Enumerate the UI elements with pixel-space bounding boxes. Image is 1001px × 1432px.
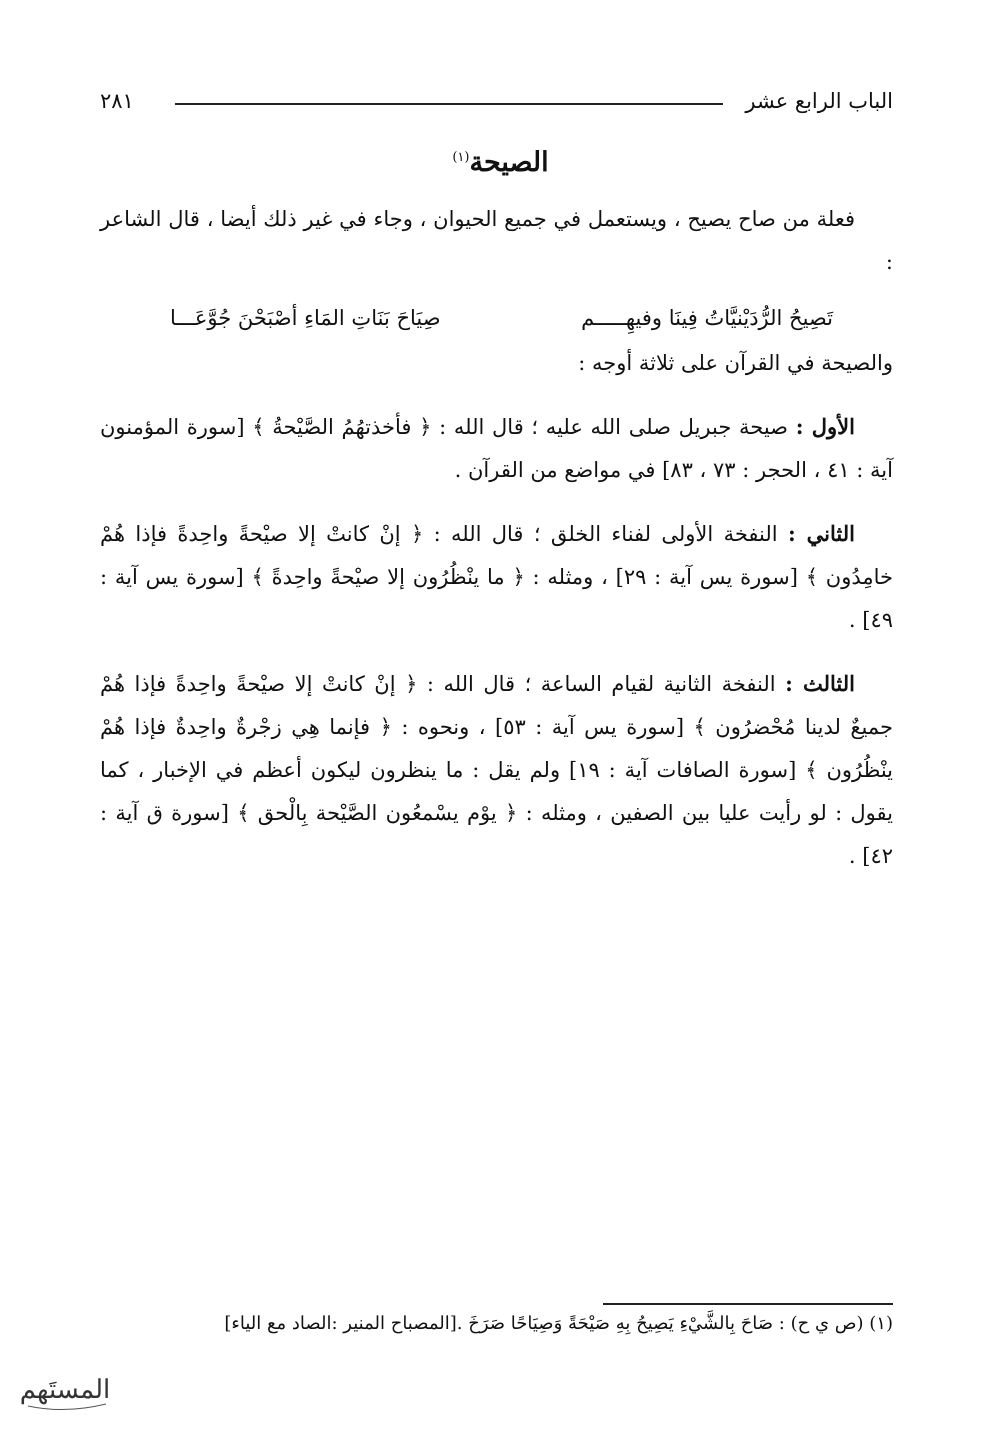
intro-paragraph: فعلة من صاح يصيح ، ويستعمل في جميع الحيوان ، وجاء في غير ذلك أيضا ، قال الشاعر :	[100, 207, 893, 274]
second-aspect-label: الثاني :	[787, 521, 855, 546]
footnote-marker: (١)	[452, 150, 470, 165]
running-header	[100, 86, 893, 116]
first-aspect-label: الأول :	[795, 414, 855, 439]
first-aspect-text: صيحة جبريل صلى الله عليه ؛ قال الله : ﴿ فأخذتهُمُ الصَّيْحةُ ﴾ [سورة المؤمنون آية : ٤١ ، الحجر : ٧٣ ، ٨٣] في مواضع من القرآن .	[100, 415, 893, 482]
aspects-intro: والصيحة في القرآن على ثلاثة أوجه :	[578, 351, 893, 375]
poetry-verse	[100, 298, 893, 338]
verse-second-hemistich: صِيَاحَ بَنَاتِ المَاءِ أصْبَحْنَ جُوَّعَـــا	[170, 306, 441, 330]
first-aspect-paragraph	[100, 405, 893, 492]
header-rule	[175, 103, 723, 105]
footnote: (١) (ص ي ح) : صَاحَ بِالشَّيْءِ يَصِيحُ بِهِ صَيْحَةً وَصِيَاحًا صَرَخَ .[المصباح المنير :الصاد مع الياء]	[224, 1313, 893, 1334]
second-aspect-paragraph	[100, 512, 893, 642]
logo-text: المستَهم	[19, 1375, 111, 1405]
page-number: ٢٨١	[100, 89, 134, 113]
chapter-title: الباب الرابع عشر	[745, 89, 893, 113]
third-aspect-label: الثالث :	[785, 671, 855, 696]
section-title-text: الصيحة	[469, 147, 549, 178]
section-title	[0, 140, 1001, 181]
third-aspect-paragraph	[100, 662, 893, 878]
publisher-logo	[10, 1368, 120, 1418]
footnote-rule	[603, 1303, 893, 1305]
body-text	[100, 198, 893, 878]
verse-first-hemistich: تَصِيحُ الرُّدَيْنيَّاتُ فِينَا وفيهِـــــم	[581, 306, 833, 330]
third-aspect-text: النفخة الثانية لقيام الساعة ؛ قال الله : ﴿ إنْ كانتْ إلا صيْحةً واحِدةً فإذا هُمْ جميعٌ لدينا مُحْضرُون ﴾ [سورة يس آية : ٥٣] ، ونحوه : ﴿ فإنما هِي زجْرةٌ واحِدةٌ فإذا هُمْ ينْظُرُون ﴾ [سورة الصافات آية : ١٩] ولم يقل : ما ينظرون ليكون أعظم في الإخبار ، كما يقول : لو رأيت عليا بين الصفين ، ومثله : ﴿ يوْم يسْمعُون الصَّيْحة بِالْحق ﴾ [سورة ق آية : ٤٢] .	[100, 672, 894, 868]
second-aspect-text: النفخة الأولى لفناء الخلق ؛ قال الله : ﴿ إنْ كانتْ إلا صيْحةً واحِدةً فإذا هُمْ خامِدُون ﴾ [سورة يس آية : ٢٩] ، ومثله : ﴿ ما ينْظُرُون إلا صيْحةً واحِدةً ﴾ [سورة يس آية : ٤٩] .	[100, 522, 893, 632]
